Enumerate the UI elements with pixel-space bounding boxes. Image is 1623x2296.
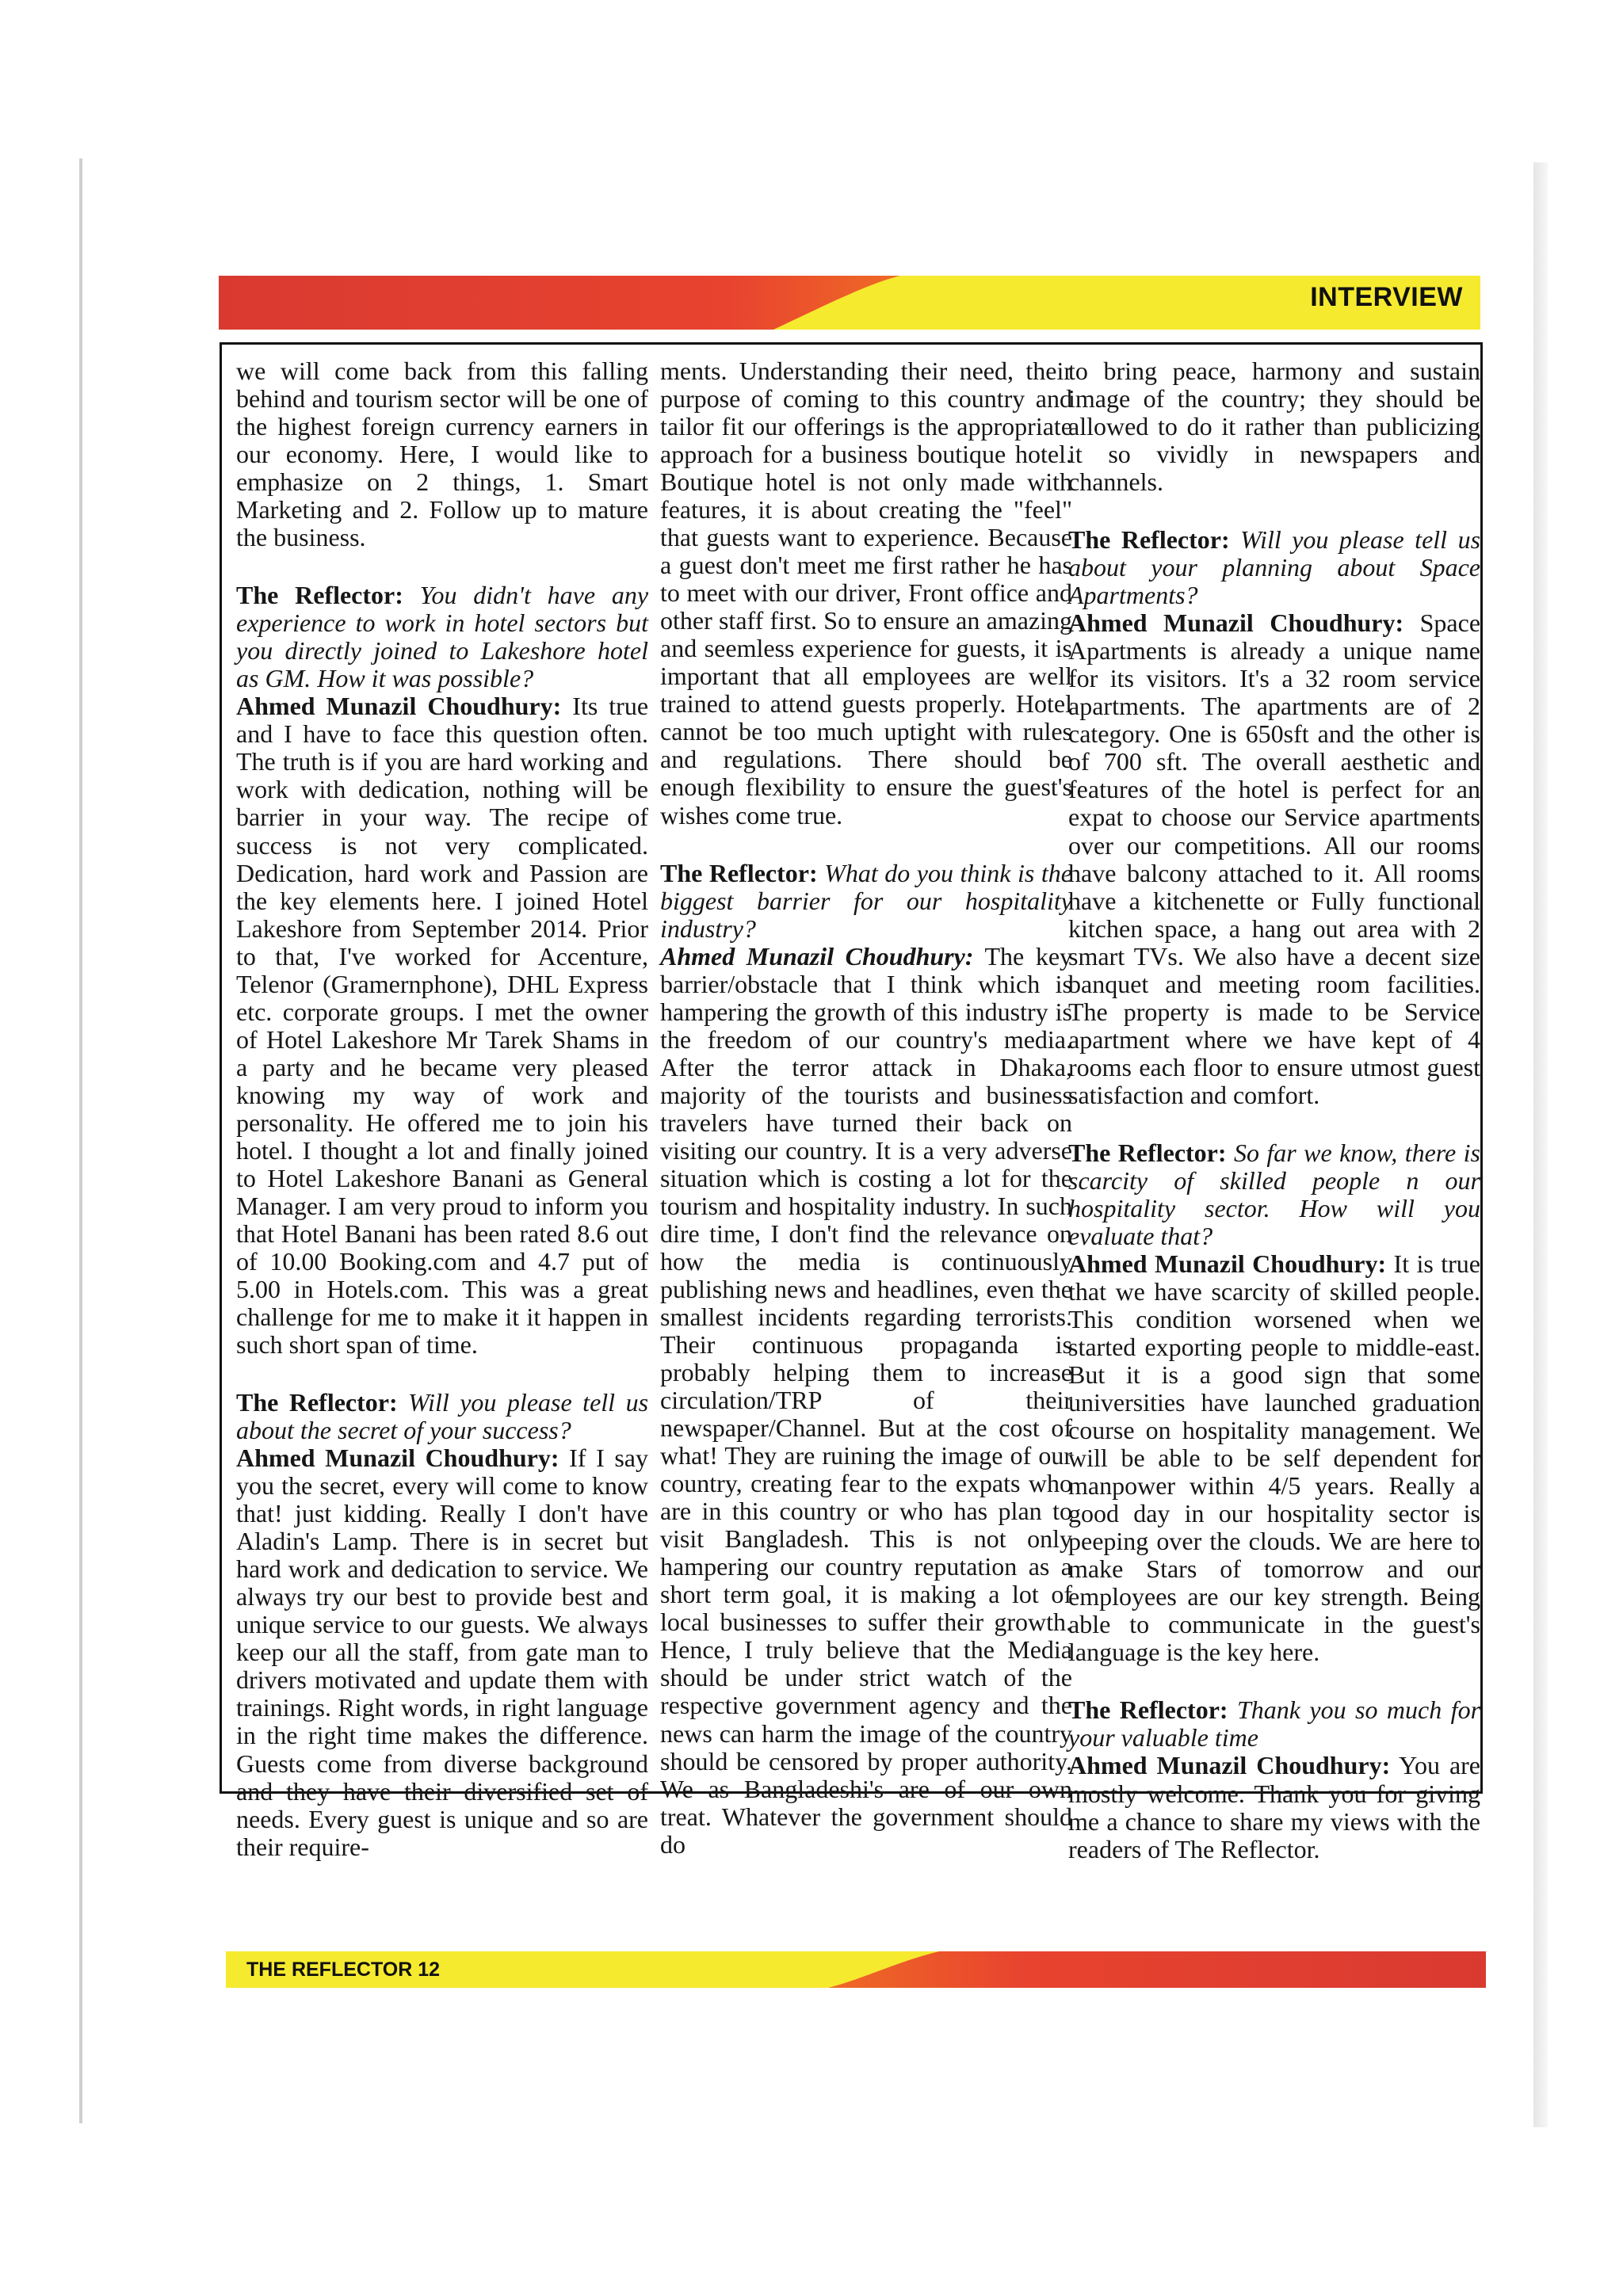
- article-box: [220, 342, 1483, 1863]
- speaker-label: Ahmed Munazil Choudhury:: [236, 692, 562, 721]
- footer-banner: [226, 1951, 1486, 1988]
- answer-paragraph: [236, 1444, 648, 1860]
- scan-edge-right: [1533, 162, 1548, 2127]
- answer-paragraph: [1068, 1250, 1480, 1666]
- answer-paragraph: [660, 943, 1072, 1859]
- paragraph: ments. Understanding their need, their purpose of coming to this country and tailor fit our offerings is the appropriate approach for a business boutique hotel. Boutique hotel is not only made with features, it is about creating the "feel" that guests want to experience. Because a guest don't meet me first rather he has to meet with our driver, Front office and other staff first. So to ensure an amazing and seemless experience for guests, it is important that all employees are well trained to attend guests properly. Hotel cannot be too much uptight with rules and regulations. There should be enough flexibility to ensure the guest's wishes come true.: [660, 357, 1072, 830]
- question-paragraph: [236, 1389, 648, 1444]
- answer-text: If I say you the secret, every will come to know that! just kidding. Really I don't have Aladin's Lamp. There is in secret but hard work and dedication to service. We always try our best to provide best and unique service to our guests. We always keep our all the staff, from gate man to drivers motivated and update them with trainings. Right words, in right language in the right time makes the difference. Guests come from diverse background and they have their diversified set of needs. Every guest is unique and so are their require-: [236, 1444, 649, 1861]
- answer-text: Its true and I have to face this question often. The truth is if you are hard working and work with dedication, nothing will be barrier in your way. The recipe of success is not very complicated. Dedication, hard work and Passion are the key elements here. I joined Hotel Lakeshore from September 2014. Prior to that, I've worked for Accenture, Telenor (Gramernphone), DHL Express etc. corporate groups. I met the owner of Hotel Lakeshore Mr Tarek Shams in a party and he became very pleased knowing my way of work and personality. He offered me to join his hotel. I thought a lot and finally joined to Hotel Lakeshore Banani as General Manager. I am very proud to inform you that Hotel Banani has been rated 8.6 out of 10.00 Booking.com and 4.7 put of 5.00 in Hotels.com. This was a great challenge for me to make it it happen in such short span of time.: [236, 692, 649, 1360]
- question-text: Thank you so much for your valuable time: [1068, 1695, 1481, 1753]
- answer-text: You are mostly welcome. Thank you for giving me a chance to share my views with the readers of The Reflector.: [1068, 1751, 1481, 1863]
- paragraph: we will come back from this falling behind and tourism sector will be one of the highest foreign currency earners in our economy. Here, I would like to emphasize on 2 things, 1. Smart Marketing and 2. Follow up to mature the business.: [236, 357, 648, 552]
- column-1: [236, 357, 649, 1861]
- answer-text: Space Apartments is already a unique name for its visitors. It's a 32 room service apartments. The apartments are of 2 category. One is 650sft and the other is of 700 sft. The overall aesthetic and features of the hotel is perfect for an expat to choose our Service apartments over our competitions. All our rooms have balcony attached to it. All rooms have a kitchenette or Fully functional kitchen space, a hang out area with 2 smart TVs. We also have a decent size banquet and meeting room facilities. The property is made to be Service apartment where we have kept of 4 rooms each floor to ensure utmost guest satisfaction and comfort.: [1068, 608, 1481, 1109]
- speaker-label: Ahmed Munazil Choudhury:: [660, 941, 974, 971]
- speaker-label: The Reflector:: [1068, 1138, 1227, 1167]
- answer-paragraph: [236, 692, 648, 1359]
- speaker-label: The Reflector:: [236, 1388, 398, 1417]
- speaker-label: The Reflector:: [660, 858, 818, 887]
- speaker-label: Ahmed Munazil Choudhury:: [236, 1444, 559, 1473]
- column-3: [1068, 357, 1481, 1863]
- section-title: INTERVIEW: [1310, 282, 1463, 312]
- section-banner-graphic: [219, 276, 1480, 330]
- speaker-label: Ahmed Munazil Choudhury:: [1068, 1751, 1391, 1780]
- speaker-label: Ahmed Munazil Choudhury:: [1068, 608, 1404, 638]
- speaker-label: The Reflector:: [1068, 525, 1230, 555]
- section-banner: [219, 276, 1480, 330]
- question-paragraph: [1068, 1696, 1480, 1752]
- paragraph: to bring peace, harmony and sustain image of the country; they should be allowed to do it rather than publicizing it so vividly in newspapers and channels.: [1068, 357, 1480, 497]
- answer-text: It is true that we have scarcity of skilled people. This condition worsened when we started exporting people to middle-east. But it is a good sign that some universities have launched graduation course on hospitality management. We will be able to be self dependent for manpower within 4/5 years. Really a good day in our hospitality sector is peeping over the clouds. We are here to make Stars of tomorrow and our employees are our key strength. Being able to communicate in the guest's language is the key here.: [1068, 1249, 1481, 1667]
- scan-edge-left: [79, 158, 82, 2123]
- speaker-label: The Reflector:: [1068, 1695, 1228, 1725]
- question-paragraph: [236, 582, 648, 692]
- question-text: So far we know, there is scarcity of skilled people n our hospitality sector. How will you evaluate that?: [1068, 1138, 1481, 1250]
- answer-paragraph: [1068, 1752, 1480, 1863]
- question-text: What do you think is the biggest barrier for our hospitality industry?: [660, 858, 1073, 943]
- speaker-label: The Reflector:: [236, 581, 403, 610]
- question-text: Will you please tell us about your planning about Space Apartments?: [1068, 525, 1481, 610]
- question-text: Will you please tell us about the secret of your success?: [236, 1388, 649, 1445]
- question-paragraph: [660, 860, 1072, 943]
- answer-paragraph: [1068, 609, 1480, 1109]
- page-number-label: THE REFLECTOR 12: [246, 1958, 441, 1981]
- question-paragraph: [1068, 1139, 1480, 1250]
- speaker-label: Ahmed Munazil Choudhury:: [1068, 1249, 1387, 1278]
- answer-text: The key barrier/obstacle that I think which is hampering the growth of this industry is the freedom of our country's media. After the terror attack in Dhaka, majority of the tourists and business travelers have turned their back on visiting our country. It is a very adverse situation which is costing a lot for the tourism and hospitality industry. In such dire time, I don't find the relevance on how the media is continuously publishing news and headlines, even the smallest incidents regarding terrorists. Their continuous propaganda is probably helping them to increase circulation/TRP of their newspaper/Channel. But at the cost of what! They are ruining the image of our country, creating fear to the expats who are in this country or who has plan to visit Bangladesh. This is not only hampering our country reputation as a short term goal, it is making a lot of local businesses to suffer their growth. Hence, I truly believe that the Media should be under strict watch of the respective government agency and the news can harm the image of the country should be censored by proper authority. We as Bangladeshi's are of our own treat. Whatever the government should do: [660, 941, 1073, 1859]
- question-paragraph: [1068, 526, 1480, 609]
- question-text: You didn't have any experience to work in hotel sectors but you directly joined to Lakeshore hotel as GM. How it was possible?: [236, 581, 649, 693]
- column-2: [660, 357, 1073, 1859]
